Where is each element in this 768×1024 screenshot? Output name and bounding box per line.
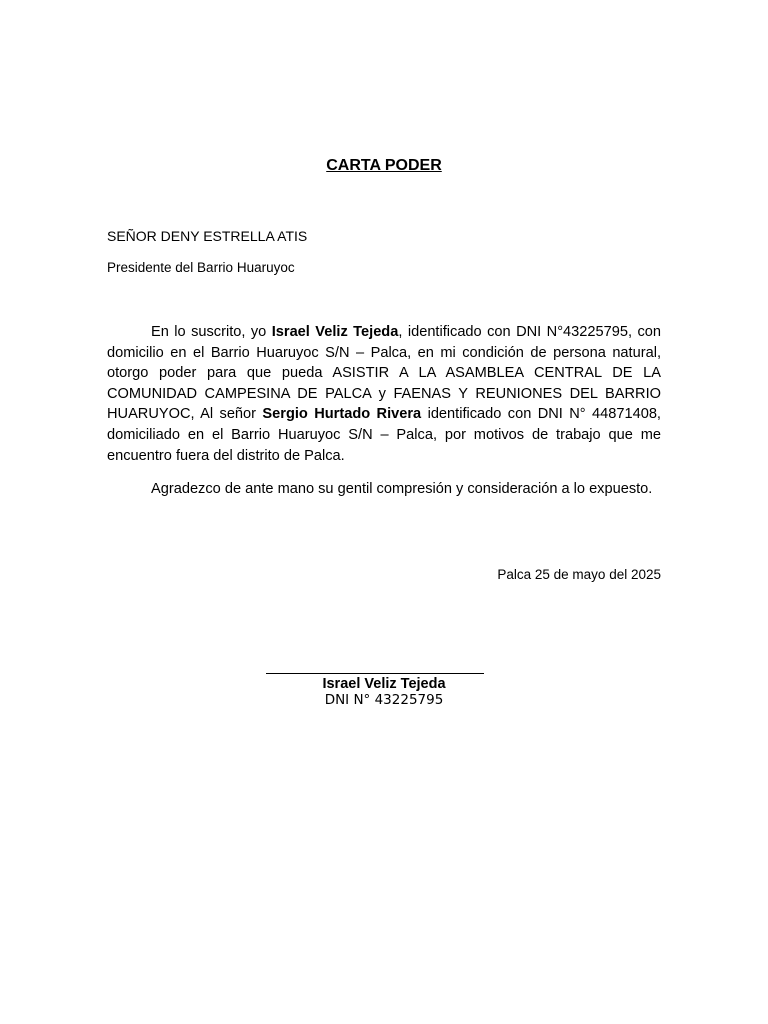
paragraph-1-text-c: identificado con DNI N° 44871408, domiciliado en el Barrio Huaruyoc S/N – Palca, por motivos de trabajo que me encuentro fuera del distrito de Palca.	[107, 406, 661, 464]
body-paragraph-2: Agradezco de ante mano su gentil compresión y consideración a lo expuesto.	[151, 481, 653, 497]
place-date: Palca 25 de mayo del 2025	[497, 567, 661, 582]
paragraph-1-text-a: En lo suscrito, yo	[151, 324, 272, 340]
document-title: CARTA PODER	[326, 157, 442, 174]
signature-dni: DNI N° 43225795	[324, 692, 444, 708]
grantor-name: Israel Veliz Tejeda	[271, 324, 399, 340]
addressee-name: SEÑOR DENY ESTRELLA ATIS	[107, 228, 308, 244]
body-paragraph-1	[107, 322, 661, 466]
addressee-role: Presidente del Barrio Huaruyoc	[107, 260, 295, 275]
grantee-name: Sergio Hurtado Rivera	[262, 406, 422, 423]
paragraph-1-text-b: , identificado con DNI N°43225795, con domicilio en el Barrio Huaruyoc S/N – Palca, en mi condición de persona natural, otorgo poder para que pueda ASISTIR A LA ASAMBLEA CENTRAL DE LA COMUNIDAD CAMPESINA DE PALCA y FAENAS Y REUNIONES DEL BARRIO HUARUYOC, Al señor	[107, 324, 661, 423]
signature-name: Israel Veliz Tejeda	[322, 676, 446, 692]
